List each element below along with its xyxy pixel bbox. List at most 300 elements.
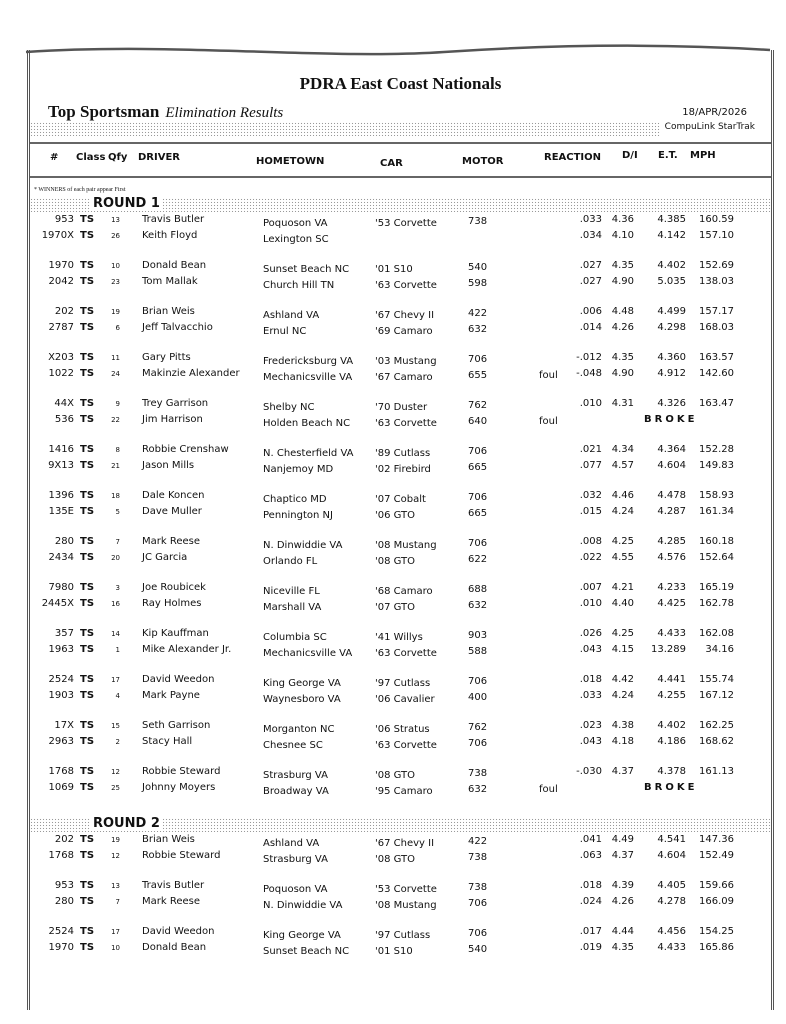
driver-name: Donald Bean [142, 941, 207, 953]
motor: 762 [468, 400, 488, 411]
car-number: 1970X [41, 229, 74, 241]
motor: 738 [468, 216, 488, 227]
hometown: Columbia SC [263, 632, 327, 643]
driver-name: Brian Weis [142, 306, 195, 317]
vendor-label: CompuLink StarTrak [664, 122, 755, 132]
speed-mph: 149.83 [699, 459, 734, 471]
class-code: TS [80, 367, 95, 379]
reaction-time: -.048 [576, 367, 602, 379]
class-code: TS [80, 674, 95, 685]
hometown: Fredericksburg VA [263, 356, 354, 367]
elapsed-time: 4.142 [657, 229, 686, 241]
hometown: Broadway VA [263, 785, 329, 797]
elapsed-time: 4.604 [657, 849, 686, 861]
qualifying-position: 19 [111, 308, 120, 316]
speed-mph: 163.47 [699, 398, 734, 409]
class-code: TS [80, 490, 95, 501]
elapsed-time: 4.405 [657, 880, 686, 891]
motor: 422 [468, 308, 488, 319]
qualifying-position: 7 [115, 538, 120, 546]
reaction-time: .007 [579, 582, 602, 593]
motor: 706 [468, 737, 488, 749]
hometown: Chaptico MD [263, 494, 327, 505]
reaction-time: .063 [579, 849, 602, 861]
elapsed-time: 4.186 [657, 735, 686, 747]
car-model: '63 Corvette [375, 279, 437, 291]
winner-row [30, 880, 771, 896]
dial-in: 4.21 [611, 582, 634, 593]
elapsed-time: 4.441 [657, 674, 686, 685]
dial-in: 4.25 [611, 536, 634, 547]
driver-name: Trey Garrison [142, 398, 209, 409]
loser-row [30, 460, 771, 476]
car-model: '89 Cutlass [375, 448, 431, 459]
header-rule-bottom [30, 176, 771, 178]
driver-name: Travis Butler [142, 880, 205, 891]
driver-name: Stacy Hall [142, 735, 193, 747]
elapsed-time: 4.576 [657, 551, 686, 563]
class-code: TS [80, 926, 95, 937]
car-number: 2445X [41, 597, 74, 609]
elapsed-time: 4.285 [657, 536, 686, 547]
driver-name: Johnny Moyers [142, 781, 216, 793]
car-number: X203 [48, 352, 74, 363]
qualifying-position: 5 [115, 507, 120, 516]
loser-row [30, 850, 771, 866]
report-type: Elimination Results [165, 105, 284, 121]
driver-name: Keith Floyd [142, 229, 198, 241]
class-code: TS [80, 689, 95, 701]
speed-mph: 163.57 [699, 352, 734, 363]
winner-row [30, 490, 771, 506]
col-driver: DRIVER [138, 152, 180, 163]
reaction-time: .043 [579, 643, 602, 655]
driver-name: David Weedon [142, 674, 215, 685]
qualifying-position: 10 [111, 943, 120, 952]
class-code: TS [80, 895, 95, 907]
car-number: 953 [54, 880, 74, 891]
motor: 665 [468, 507, 488, 519]
qualifying-position: 13 [111, 882, 120, 890]
winners-note: * WINNERS of each pair appear First [34, 187, 126, 193]
hometown: Lexington SC [263, 233, 329, 245]
loser-row [30, 736, 771, 752]
driver-name: Mark Reese [142, 895, 201, 907]
driver-name: David Weedon [142, 926, 215, 937]
car-model: '03 Mustang [375, 356, 437, 367]
loser-row [30, 942, 771, 958]
car-model: '07 GTO [375, 601, 416, 613]
reaction-time: .043 [579, 735, 602, 747]
class-code: TS [80, 735, 95, 747]
driver-name: Jason Mills [142, 459, 195, 471]
loser-row [30, 644, 771, 660]
round-label: ROUND 1 [90, 196, 163, 211]
qualifying-position: 22 [111, 415, 120, 424]
car-number: 1970 [48, 260, 74, 271]
car-model: '07 Cobalt [375, 494, 426, 505]
car-number: 9X13 [48, 459, 74, 471]
elapsed-time: 4.402 [657, 260, 686, 271]
reaction-time: .018 [579, 880, 602, 891]
qualifying-position: 8 [115, 446, 120, 454]
column-headers [30, 152, 771, 168]
round-header [30, 198, 771, 212]
reaction-time: .017 [579, 926, 602, 937]
qualifying-position: 20 [111, 553, 120, 562]
winner-row [30, 720, 771, 736]
speed-mph: 158.93 [699, 490, 734, 501]
reaction-time: .026 [579, 628, 602, 639]
loser-row [30, 782, 771, 798]
car-number: 2434 [48, 551, 74, 563]
driver-name: Robbie Steward [142, 766, 221, 777]
qualifying-position: 23 [111, 277, 120, 286]
hometown: Pennington NJ [263, 509, 333, 521]
reaction-time: .006 [579, 306, 602, 317]
speed-mph: 138.03 [699, 275, 734, 287]
driver-name: Jeff Talvacchio [142, 321, 213, 333]
driver-name: Kip Kauffman [142, 628, 209, 639]
dial-in: 4.31 [611, 398, 634, 409]
reaction-time: .008 [579, 536, 602, 547]
qualifying-position: 26 [111, 231, 120, 240]
car-number: 17X [54, 720, 74, 731]
dial-in: 4.44 [611, 926, 634, 937]
car-number: 1416 [48, 444, 74, 455]
motor: 706 [468, 676, 488, 687]
class-code: TS [80, 398, 95, 409]
motor: 688 [468, 584, 488, 595]
car-number: 202 [54, 834, 74, 845]
hometown: Mechanicsville VA [263, 371, 353, 383]
qualifying-position: 19 [111, 836, 120, 844]
dial-in: 4.24 [611, 505, 634, 517]
elapsed-time: 4.604 [657, 459, 686, 471]
hometown: Morganton NC [263, 724, 335, 735]
reaction-time: .033 [579, 689, 602, 701]
winner-row [30, 582, 771, 598]
motor: 632 [468, 599, 488, 611]
class-code: TS [80, 229, 95, 241]
qualifying-position: 14 [111, 630, 120, 638]
reaction-time: .034 [579, 229, 602, 241]
motor: 655 [468, 369, 488, 381]
qualifying-position: 4 [115, 691, 120, 700]
car-number: 202 [54, 306, 74, 317]
elapsed-time: 4.287 [657, 505, 686, 517]
class-code: TS [80, 444, 95, 455]
motor: 706 [468, 928, 488, 939]
car-model: '63 Corvette [375, 647, 437, 659]
speed-mph: 155.74 [699, 674, 734, 685]
hometown: King George VA [263, 930, 341, 941]
elapsed-time: 4.478 [657, 490, 686, 501]
car-number: 2787 [48, 321, 74, 333]
class-code: TS [80, 321, 95, 333]
car-model: '06 Stratus [375, 724, 430, 735]
driver-name: Donald Bean [142, 260, 207, 271]
hometown: Marshall VA [263, 601, 322, 613]
elapsed-time: 4.378 [657, 766, 686, 777]
elapsed-time: 4.360 [657, 352, 686, 363]
class-code: TS [80, 459, 95, 471]
hometown: N. Chesterfield VA [263, 448, 354, 459]
motor: 903 [468, 630, 488, 641]
speed-mph: 167.12 [699, 689, 734, 701]
car-number: 2524 [48, 674, 74, 685]
car-number: 1396 [48, 490, 74, 501]
class-code: TS [80, 275, 95, 287]
elapsed-time: 4.326 [657, 398, 686, 409]
qualifying-position: 7 [115, 897, 120, 906]
reaction-time: .014 [579, 321, 602, 333]
dial-in: 4.15 [611, 643, 634, 655]
motor: 738 [468, 882, 488, 893]
dial-in: 4.48 [611, 306, 634, 317]
class-code: TS [80, 880, 95, 891]
qualifying-position: 12 [111, 851, 120, 860]
motor: 738 [468, 851, 488, 863]
elapsed-time: 4.541 [657, 834, 686, 845]
hometown: Sunset Beach NC [263, 264, 350, 275]
driver-name: Mike Alexander Jr. [142, 643, 232, 655]
speed-mph: 162.25 [699, 720, 734, 731]
car-number: 1768 [48, 849, 74, 861]
class-code: TS [80, 536, 95, 547]
reaction-time: .019 [579, 941, 602, 953]
col-et: E.T. [658, 150, 678, 161]
motor: 540 [468, 943, 488, 955]
winner-row [30, 398, 771, 414]
reaction-time: .077 [579, 459, 602, 471]
class-code: TS [80, 352, 95, 363]
motor: 738 [468, 768, 488, 779]
dial-in: 4.46 [611, 490, 634, 501]
col-number: # [50, 152, 59, 163]
motor: 422 [468, 836, 488, 847]
car-model: '01 S10 [375, 945, 413, 957]
dial-in: 4.34 [611, 444, 634, 455]
speed-mph: 142.60 [699, 367, 734, 379]
motor: 706 [468, 897, 488, 909]
speed-mph: 165.86 [699, 941, 734, 953]
col-di: D/I [622, 150, 638, 161]
header-rule-top [30, 142, 771, 144]
dial-in: 4.55 [611, 551, 634, 563]
speed-mph: 157.10 [699, 229, 734, 241]
qualifying-position: 10 [111, 262, 120, 270]
elapsed-time: 4.456 [657, 926, 686, 937]
hometown: Ashland VA [263, 838, 320, 849]
hometown: Poquoson VA [263, 218, 328, 229]
dial-in: 4.57 [611, 459, 634, 471]
class-code: TS [80, 941, 95, 953]
elapsed-time: 4.385 [657, 214, 686, 225]
speed-mph: 161.13 [699, 766, 734, 777]
col-car: CAR [380, 158, 403, 169]
loser-row [30, 230, 771, 246]
motor: 762 [468, 722, 488, 733]
hometown: Sunset Beach NC [263, 945, 350, 957]
elapsed-time: 13.289 [651, 643, 686, 655]
results-sheet [27, 50, 774, 1010]
winner-row [30, 214, 771, 230]
speed-mph: 147.36 [699, 834, 734, 845]
driver-name: Dale Koncen [142, 490, 205, 501]
motor: 665 [468, 461, 488, 473]
car-number: 280 [54, 895, 74, 907]
driver-name: JC Garcia [142, 551, 188, 563]
motor: 400 [468, 691, 488, 703]
car-number: 7980 [48, 582, 74, 593]
reaction-time: -.012 [576, 352, 602, 363]
class-code: TS [80, 766, 95, 777]
dial-in: 4.26 [611, 321, 634, 333]
driver-name: Mark Payne [142, 689, 200, 701]
hometown: N. Dinwiddie VA [263, 540, 343, 551]
car-model: '67 Chevy II [375, 310, 435, 321]
col-mph: MPH [690, 150, 716, 161]
class-code: TS [80, 551, 95, 563]
dial-in: 4.25 [611, 628, 634, 639]
elapsed-time: 4.402 [657, 720, 686, 731]
speed-mph: 161.34 [699, 505, 734, 517]
event-title: PDRA East Coast Nationals [299, 74, 502, 93]
car-model: '08 Mustang [375, 899, 437, 911]
hometown: Ernul NC [263, 325, 307, 337]
elapsed-time: 4.433 [657, 941, 686, 953]
dial-in: 4.35 [611, 352, 634, 363]
qualifying-position: 1 [115, 645, 120, 654]
qualifying-position: 21 [111, 461, 120, 470]
class-code: TS [80, 413, 95, 425]
motor: 706 [468, 492, 488, 503]
car-number: 953 [54, 214, 74, 225]
round-label: ROUND 2 [90, 816, 163, 831]
elapsed-time: 5.035 [657, 275, 686, 287]
motor: 706 [468, 354, 488, 365]
motor: 632 [468, 783, 488, 795]
elapsed-time: 4.425 [657, 597, 686, 609]
loser-row [30, 552, 771, 568]
reaction-time: .041 [579, 834, 602, 845]
foul-flag: foul [539, 415, 558, 427]
speed-mph: 165.19 [699, 582, 734, 593]
hometown: Orlando FL [263, 555, 318, 567]
car-model: '01 S10 [375, 264, 413, 275]
dial-in: 4.38 [611, 720, 634, 731]
elapsed-time: 4.912 [657, 367, 686, 379]
dial-in: 4.37 [611, 766, 634, 777]
motor: 622 [468, 553, 488, 565]
driver-name: Gary Pitts [142, 352, 191, 363]
class-title [48, 102, 283, 122]
car-number: 1768 [48, 766, 74, 777]
motor: 588 [468, 645, 488, 657]
winner-row [30, 674, 771, 690]
driver-name: Brian Weis [142, 834, 195, 845]
class-code: TS [80, 849, 95, 861]
motor: 632 [468, 323, 488, 335]
car-model: '06 Cavalier [375, 693, 435, 705]
class-code: TS [80, 214, 95, 225]
winner-row [30, 260, 771, 276]
car-number: 357 [54, 628, 74, 639]
dial-in: 4.18 [611, 735, 634, 747]
speed-mph: 166.09 [699, 895, 734, 907]
qualifying-position: 6 [115, 323, 120, 332]
loser-row [30, 276, 771, 292]
reaction-time: .027 [579, 275, 602, 287]
speed-mph: 162.78 [699, 597, 734, 609]
car-model: '08 Mustang [375, 540, 437, 551]
motor: 640 [468, 415, 488, 427]
driver-name: Travis Butler [142, 214, 205, 225]
class-name: Top Sportsman [48, 102, 160, 121]
hometown: Nanjemoy MD [263, 463, 334, 475]
hometown: Chesnee SC [263, 739, 323, 751]
speed-mph: 168.62 [699, 735, 734, 747]
qualifying-position: 17 [111, 928, 120, 936]
hometown: Waynesboro VA [263, 693, 341, 705]
dial-in: 4.40 [611, 597, 634, 609]
foul-flag: foul [539, 369, 558, 381]
speed-mph: 160.59 [699, 214, 734, 225]
dial-in: 4.49 [611, 834, 634, 845]
car-model: '97 Cutlass [375, 930, 431, 941]
speed-mph: 152.64 [699, 551, 734, 563]
driver-name: Ray Holmes [142, 597, 202, 609]
car-model: '53 Corvette [375, 884, 437, 895]
hometown: King George VA [263, 678, 341, 689]
car-number: 1903 [48, 689, 74, 701]
elapsed-time: 4.298 [657, 321, 686, 333]
elapsed-time: 4.364 [657, 444, 686, 455]
round-header [30, 818, 771, 832]
dial-in: 4.90 [611, 367, 634, 379]
dial-in: 4.24 [611, 689, 634, 701]
car-number: 44X [54, 398, 74, 409]
driver-name: Robbie Steward [142, 849, 221, 861]
loser-row [30, 322, 771, 338]
car-model: '06 GTO [375, 509, 416, 521]
winner-row [30, 444, 771, 460]
qualifying-position: 12 [111, 768, 120, 776]
car-model: '70 Duster [375, 402, 428, 413]
col-hometown: HOMETOWN [256, 156, 325, 167]
foul-flag: foul [539, 783, 558, 795]
qualifying-position: 9 [115, 400, 120, 408]
hometown: Strasburg VA [263, 770, 328, 781]
col-motor: MOTOR [462, 156, 504, 167]
speed-mph: 160.18 [699, 536, 734, 547]
car-model: '08 GTO [375, 853, 416, 865]
hometown: N. Dinwiddie VA [263, 899, 343, 911]
class-code: TS [80, 834, 95, 845]
winner-row [30, 306, 771, 322]
winner-row [30, 834, 771, 850]
speed-mph: 157.17 [699, 306, 734, 317]
reaction-time: .015 [579, 505, 602, 517]
col-class: Class [76, 152, 106, 163]
winner-row [30, 536, 771, 552]
speed-mph: 168.03 [699, 321, 734, 333]
class-code: TS [80, 781, 95, 793]
speed-mph: 152.49 [699, 849, 734, 861]
car-model: '63 Corvette [375, 417, 437, 429]
reaction-time: .010 [579, 398, 602, 409]
